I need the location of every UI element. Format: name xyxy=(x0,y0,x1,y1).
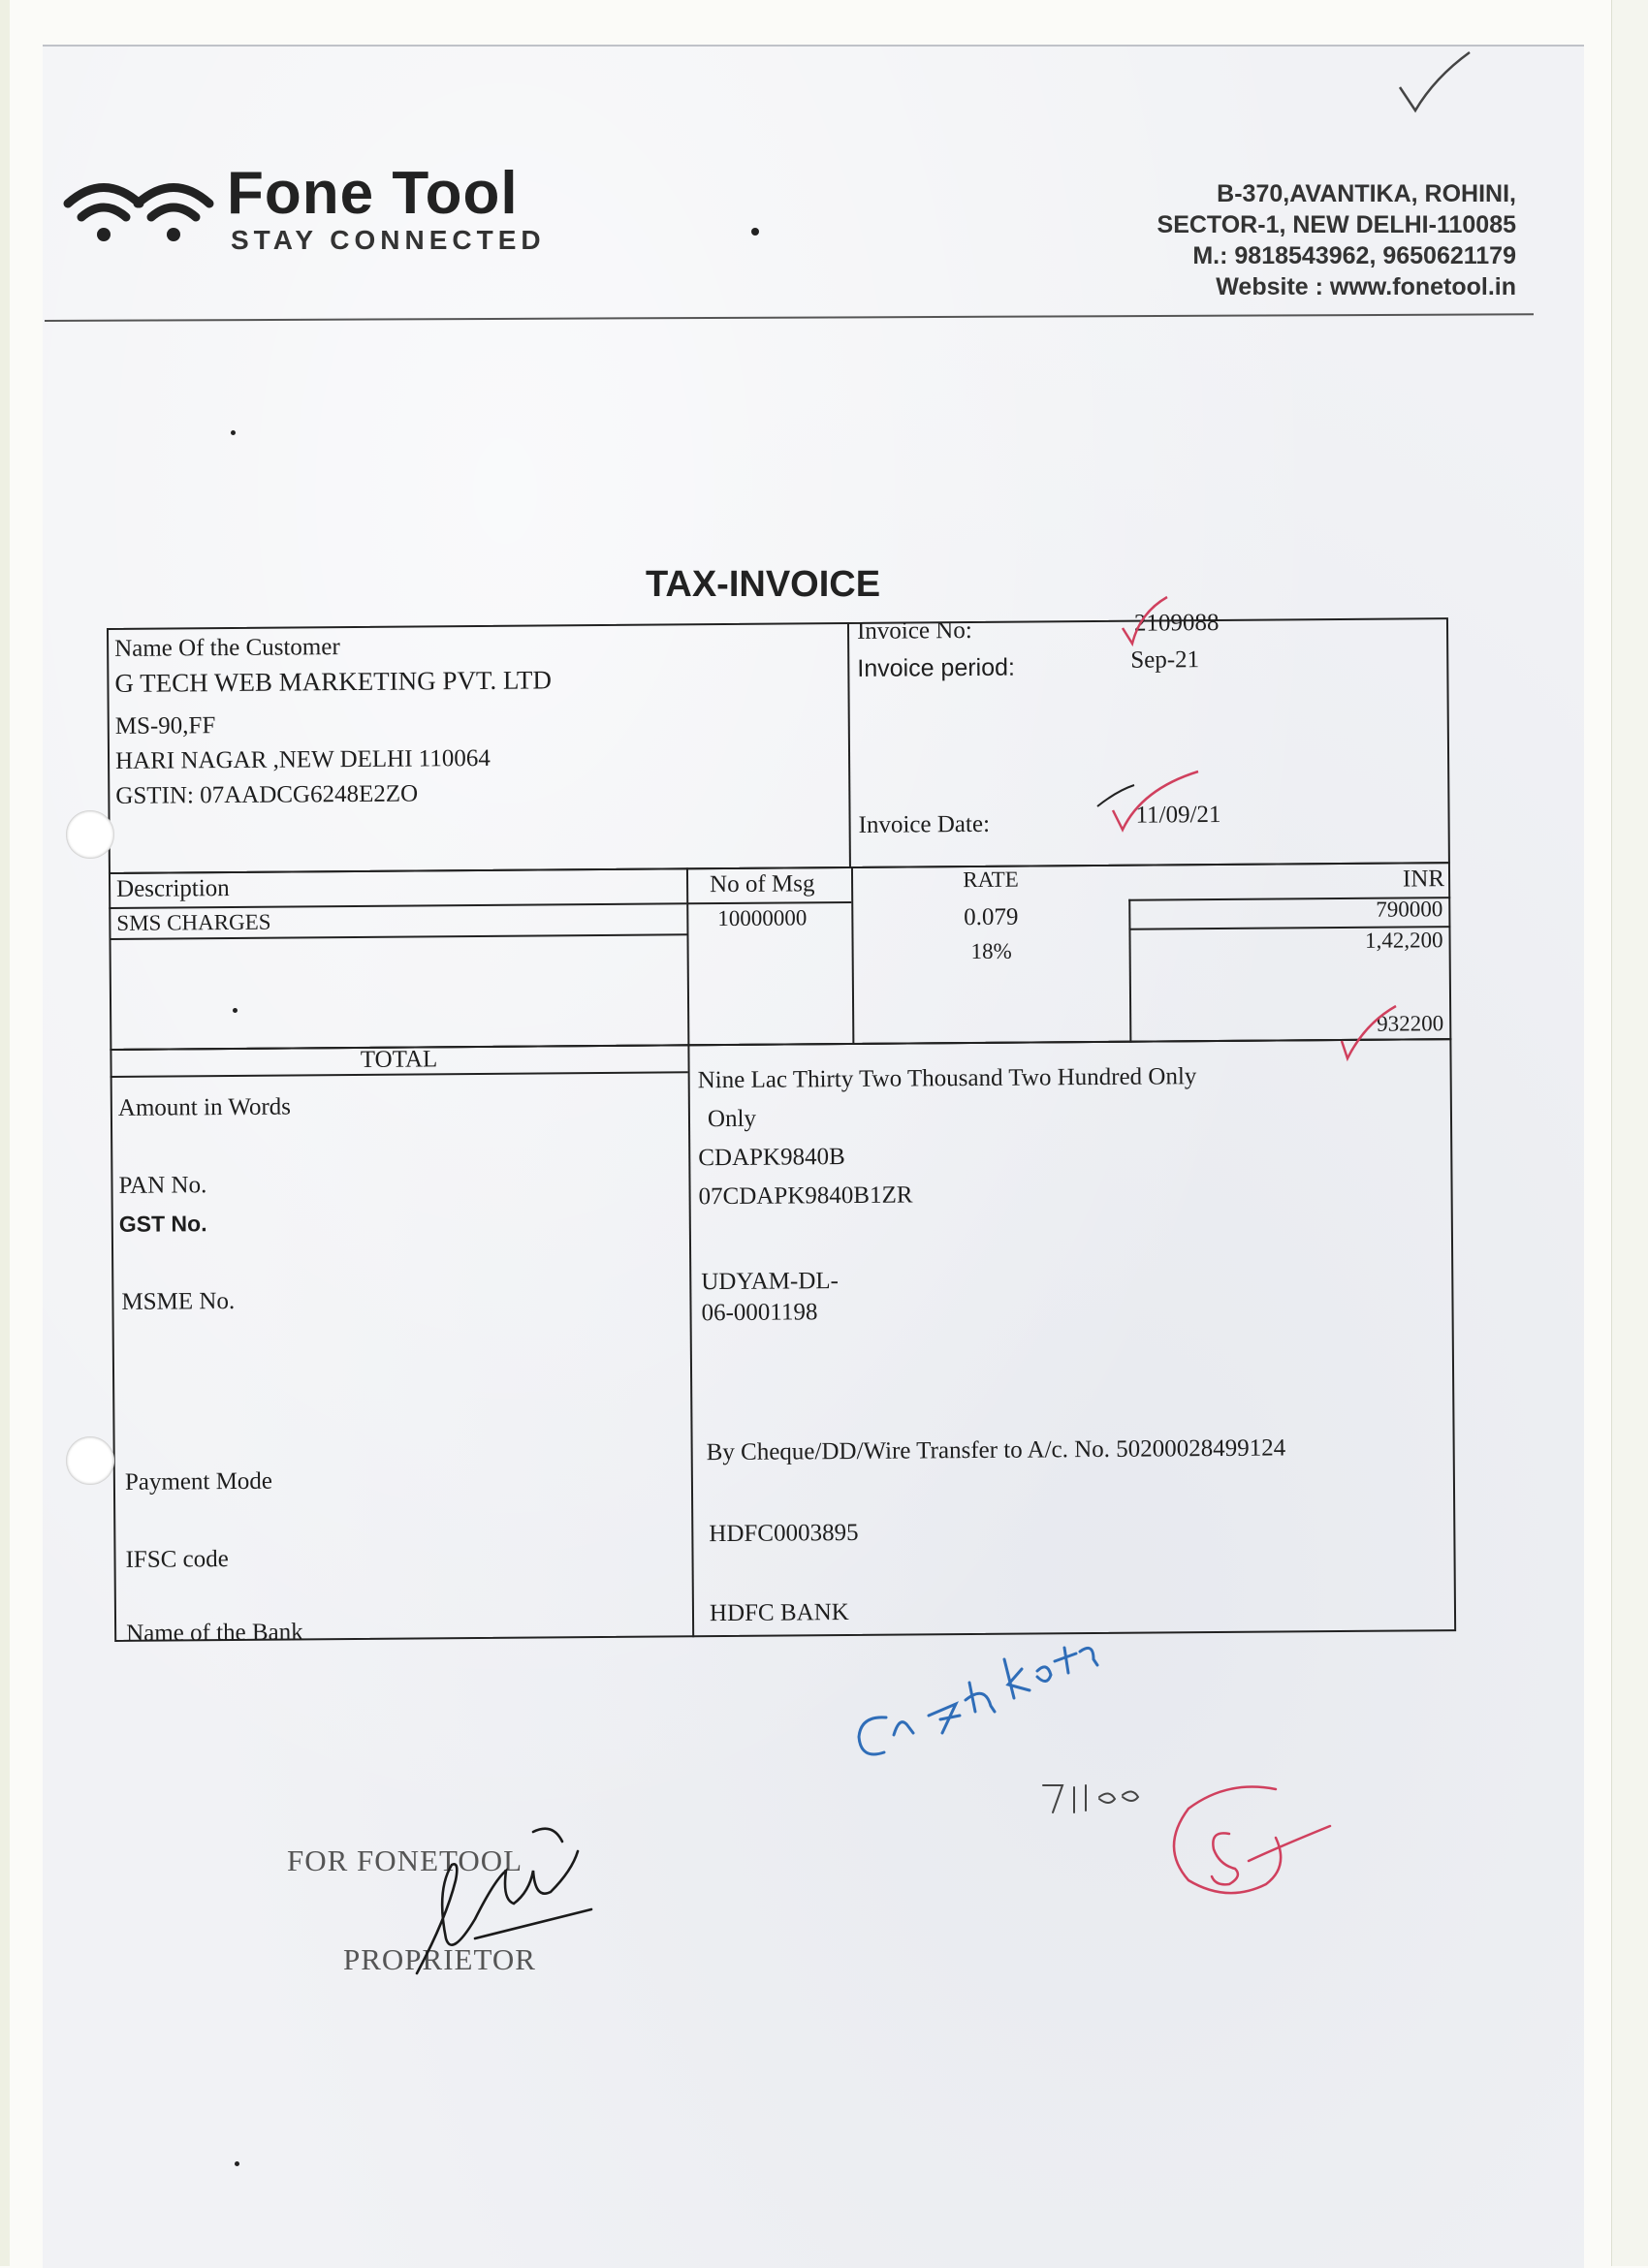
amount-words-label: Amount in Words xyxy=(117,1093,292,1121)
company-name: Fone Tool xyxy=(227,160,519,227)
address-line-2: SECTOR-1, NEW DELHI-110085 xyxy=(1157,211,1516,238)
amount-words: Nine Lac Thirty Two Thousand Two Hundred Only xyxy=(697,1063,1197,1094)
gst-label: GST No. xyxy=(118,1211,207,1237)
tick-total-icon xyxy=(1336,1002,1404,1062)
header-description: Description xyxy=(115,875,230,902)
total-amount: 932200 xyxy=(1377,1011,1444,1036)
pan-label: PAN No. xyxy=(118,1172,207,1199)
punch-hole-top xyxy=(66,810,114,859)
ifsc-label: IFSC code xyxy=(125,1546,229,1573)
pan-number: CDAPK9840B xyxy=(698,1144,845,1172)
customer-address-2: HARI NAGAR ,NEW DELHI 110064 xyxy=(114,744,491,774)
stamp-line-1: FOR FONETOOL xyxy=(287,1843,523,1877)
customer-label: Name Of the Customer xyxy=(114,634,340,662)
speck xyxy=(751,228,759,236)
invoice-date-label: Invoice Date: xyxy=(858,810,991,838)
payment-mode-label: Payment Mode xyxy=(124,1467,273,1496)
invoice-period: Sep-21 xyxy=(1130,646,1200,674)
gst-number: 07CDAPK9840B1ZR xyxy=(698,1181,913,1211)
punch-hole-bottom xyxy=(66,1436,114,1485)
item-rate: 0.079 xyxy=(964,903,1019,931)
tax-rate: 18% xyxy=(970,938,1012,964)
tax-amount: 1,42,200 xyxy=(1364,928,1443,953)
bank-name: HDFC BANK xyxy=(709,1599,849,1627)
item-description: SMS CHARGES xyxy=(116,909,271,935)
item-amount: 790000 xyxy=(1376,897,1443,922)
signature xyxy=(388,1803,611,1997)
ifsc-code: HDFC0003895 xyxy=(709,1519,859,1548)
stamp-line-2: PROPRIETOR xyxy=(343,1942,536,1976)
amount-words-continued: Only xyxy=(707,1105,757,1133)
payment-mode: By Cheque/DD/Wire Transfer to A/c. No. 50200028499124 xyxy=(706,1434,1286,1466)
invoice-date: 11/09/21 xyxy=(1135,801,1221,829)
details-box xyxy=(110,1038,1456,1642)
header-rate: RATE xyxy=(963,866,1019,893)
total-label: TOTAL xyxy=(360,1046,438,1073)
bank-name-label: Name of the Bank xyxy=(126,1619,303,1647)
company-tagline: STAY CONNECTED xyxy=(231,225,546,255)
invoice-period-label: Invoice period: xyxy=(857,653,1016,682)
red-initial-mark xyxy=(1159,1780,1334,1906)
header-no-of-msg: No of Msg xyxy=(709,870,815,898)
customer-name: G TECH WEB MARKETING PVT. LTD xyxy=(114,665,553,698)
speck xyxy=(231,430,236,435)
address-line-1: B-370,AVANTIKA, ROHINI, xyxy=(1217,180,1516,207)
tick-invoice-number-icon xyxy=(1113,593,1171,647)
company-phone: M.: 9818543962, 9650621179 xyxy=(1192,242,1516,269)
invoice-number: 2109088 xyxy=(1133,609,1220,637)
pencil-note xyxy=(1037,1774,1163,1822)
invoice-number-label: Invoice No: xyxy=(856,616,972,645)
msme-line-2: 06-0001198 xyxy=(701,1299,818,1327)
speck xyxy=(233,1008,238,1013)
msme-label: MSME No. xyxy=(121,1287,236,1315)
item-no-of-msg: 10000000 xyxy=(717,905,808,931)
document-title: TAX-INVOICE xyxy=(646,564,881,605)
speck xyxy=(235,2161,239,2166)
msme-line-1: UDYAM-DL- xyxy=(701,1268,840,1296)
customer-address-1: MS-90,FF xyxy=(114,712,216,740)
blue-handwritten-note xyxy=(840,1570,1111,1774)
tick-invoice-date-icon xyxy=(1095,768,1202,835)
customer-gstin: GSTIN: 07AADCG6248E2ZO xyxy=(115,780,419,809)
header-inr: INR xyxy=(1402,866,1445,893)
company-website: Website : www.fonetool.in xyxy=(1216,273,1516,300)
